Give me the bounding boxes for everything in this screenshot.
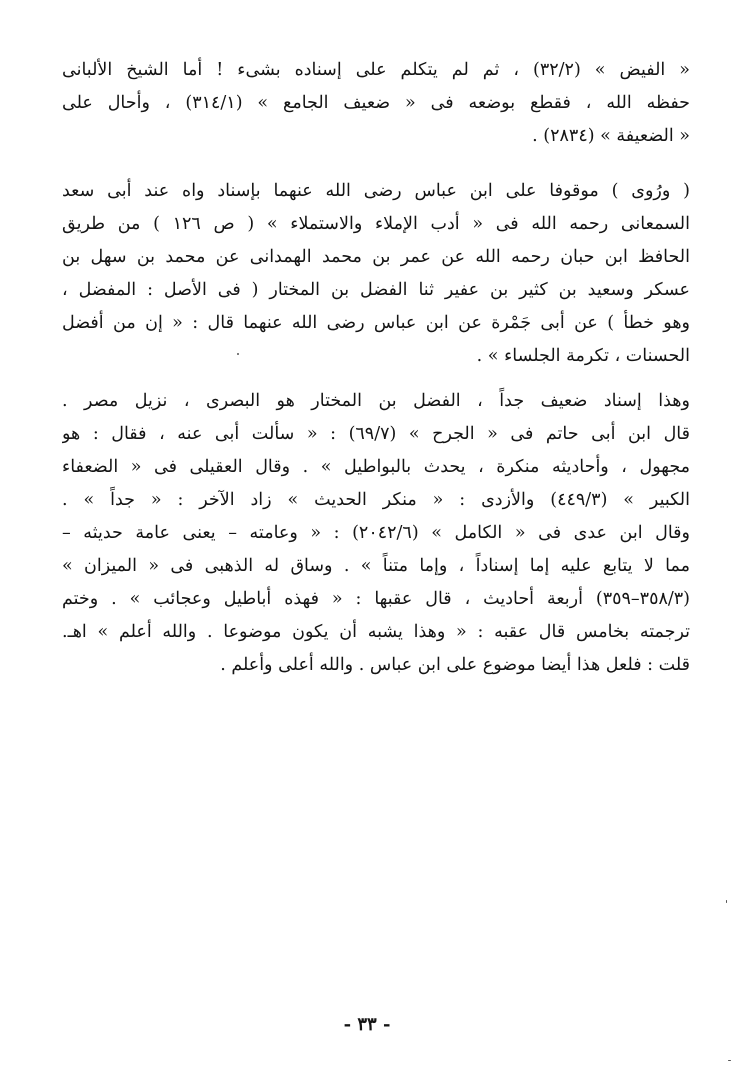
text-line: مما لا يتابع عليه إما إسناداً ، وإما متناً » . وساق له الذهبى فى « الميزان » (62, 556, 690, 576)
text-line: وهو خطأ ) عن أبى جَمْرة عن ابن عباس رضى الله عنهما قال : « إن من أفضل (62, 313, 690, 333)
paragraph-2 (62, 175, 690, 373)
scan-speck (237, 353, 239, 355)
page-number: - ٣٣ - (343, 1014, 391, 1035)
paragraph-3 (62, 385, 690, 682)
text-line: السمعانى رحمه الله فى « أدب الإملاء والاستملاء » ( ص ١٢٦ ) من طريق (62, 214, 690, 234)
text-line: قلت : فلعل هذا أيضا موضوع على ابن عباس . والله أعلى وأعلم . (220, 655, 690, 675)
text-line: الحافظ ابن حبان رحمه الله عن عمر بن محمد الهمدانى عن محمد بن سهل بن (62, 247, 690, 267)
text-line: حفظه الله ، فقطع بوضعه فى « ضعيف الجامع » (٣١٤/١) ، وأحال على (62, 93, 690, 113)
scan-speck (728, 1060, 731, 1061)
text-line: الكبير » (٤٤٩/٣) والأزدى : « منكر الحديث » زاد الآخر : « جداً » . (62, 490, 690, 510)
text-line: ترجمته بخامس قال عقبه : « وهذا يشبه أن يكون موضوعا . والله أعلم » اهـ. (62, 622, 690, 642)
text-line: مجهول ، وأحاديثه منكرة ، يحدث بالبواطيل » . وقال العقيلى فى « الضعفاء (62, 457, 690, 477)
paragraph-1 (62, 54, 690, 153)
text-line: وهذا إسناد ضعيف جداً ، الفضل بن المختار هو البصرى ، نزيل مصر . (62, 391, 690, 411)
text-line: وقال ابن عدى فى « الكامل » (٢٠٤٢/٦) : « وعامته – يعنى عامة حديثه – (62, 523, 690, 543)
text-line: « الفيض » (٣٢/٢) ، ثم لم يتكلم على إسناده بشىء ! أما الشيخ الألبانى (62, 60, 690, 80)
text-line: عسكر وسعيد بن كثير بن عفير ثنا الفضل بن المختار ( فى الأصل : المفضل ، (62, 280, 690, 300)
text-line: (٣٥٨/٣–٣٥٩) أربعة أحاديث ، قال عقبها : « فهذه أباطيل وعجائب » . وختم (62, 589, 690, 609)
text-line: ( ورُوى ) موقوفا على ابن عباس رضى الله عنهما بإسناد واه عند أبى سعد (62, 181, 690, 201)
text-line: « الضعيفة » (٢٨٣٤) . (532, 126, 690, 146)
text-line: قال ابن أبى حاتم فى « الجرح » (٦٩/٧) : « سألت أبى عنه ، فقال : هو (62, 424, 690, 444)
scan-speck (726, 900, 727, 903)
text-line: الحسنات ، تكرمة الجلساء » . (476, 346, 690, 366)
